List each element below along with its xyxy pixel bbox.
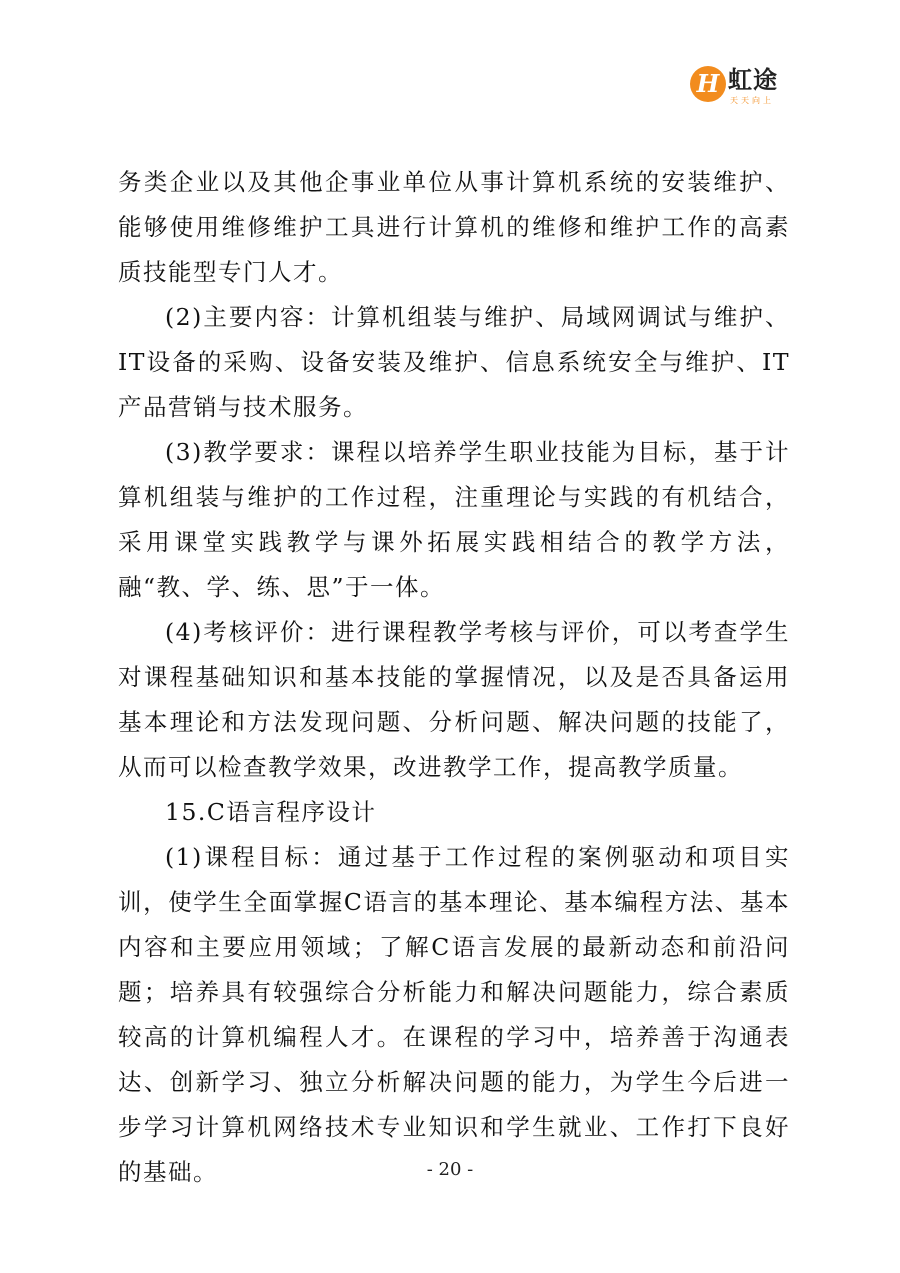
paragraph-continuation: 务类企业以及其他企事业单位从事计算机系统的安装维护、能够使用维修维护工具进行计算机的维修和维护工作的高素质技能型专门人才。 [118,168,790,286]
brand-logo [690,66,800,108]
brand-slogan: 天天向上 [730,96,774,105]
section-heading-c-programming: 15.C语言程序设计 [165,798,377,826]
paragraph-main-content: (2)主要内容：计算机组装与维护、局域网调试与维护、IT设备的采购、设备安装及维护、信息系统安全与维护、IT产品营销与技术服务。 [118,303,790,421]
brand-name: 虹途 [728,66,778,94]
document-body [118,160,790,1195]
paragraph-course-objectives: (1)课程目标：通过基于工作过程的案例驱动和项目实训，使学生全面掌握C语言的基本理论、基本编程方法、基本内容和主要应用领域；了解C语言发展的最新动态和前沿问题；培养具有较强综合分析能力和解决问题能力，综合素质较高的计算机编程人才。在课程的学习中，培养善于沟通表达、创新学习、独立分析解决问题的能力，为学生今后进一步学习计算机网络技术专业知识和学生就业、工作打下良好的基础。 [118,843,790,1186]
page-number: - 20 - [426,1159,474,1180]
paragraph-assessment: (4)考核评价：进行课程教学考核与评价，可以考查学生对课程基础知识和基本技能的掌握情况，以及是否具备运用基本理论和方法发现问题、分析问题、解决问题的技能了，从而可以检查教学效果，改进教学工作，提高教学质量。 [118,618,790,781]
logo-mark-icon: H [690,66,726,102]
paragraph-teaching-requirements: (3)教学要求：课程以培养学生职业技能为目标，基于计算机组装与维护的工作过程，注重理论与实践的有机结合，采用课堂实践教学与课外拓展实践相结合的教学方法，融“教、学、练、思”于一体。 [118,438,790,601]
